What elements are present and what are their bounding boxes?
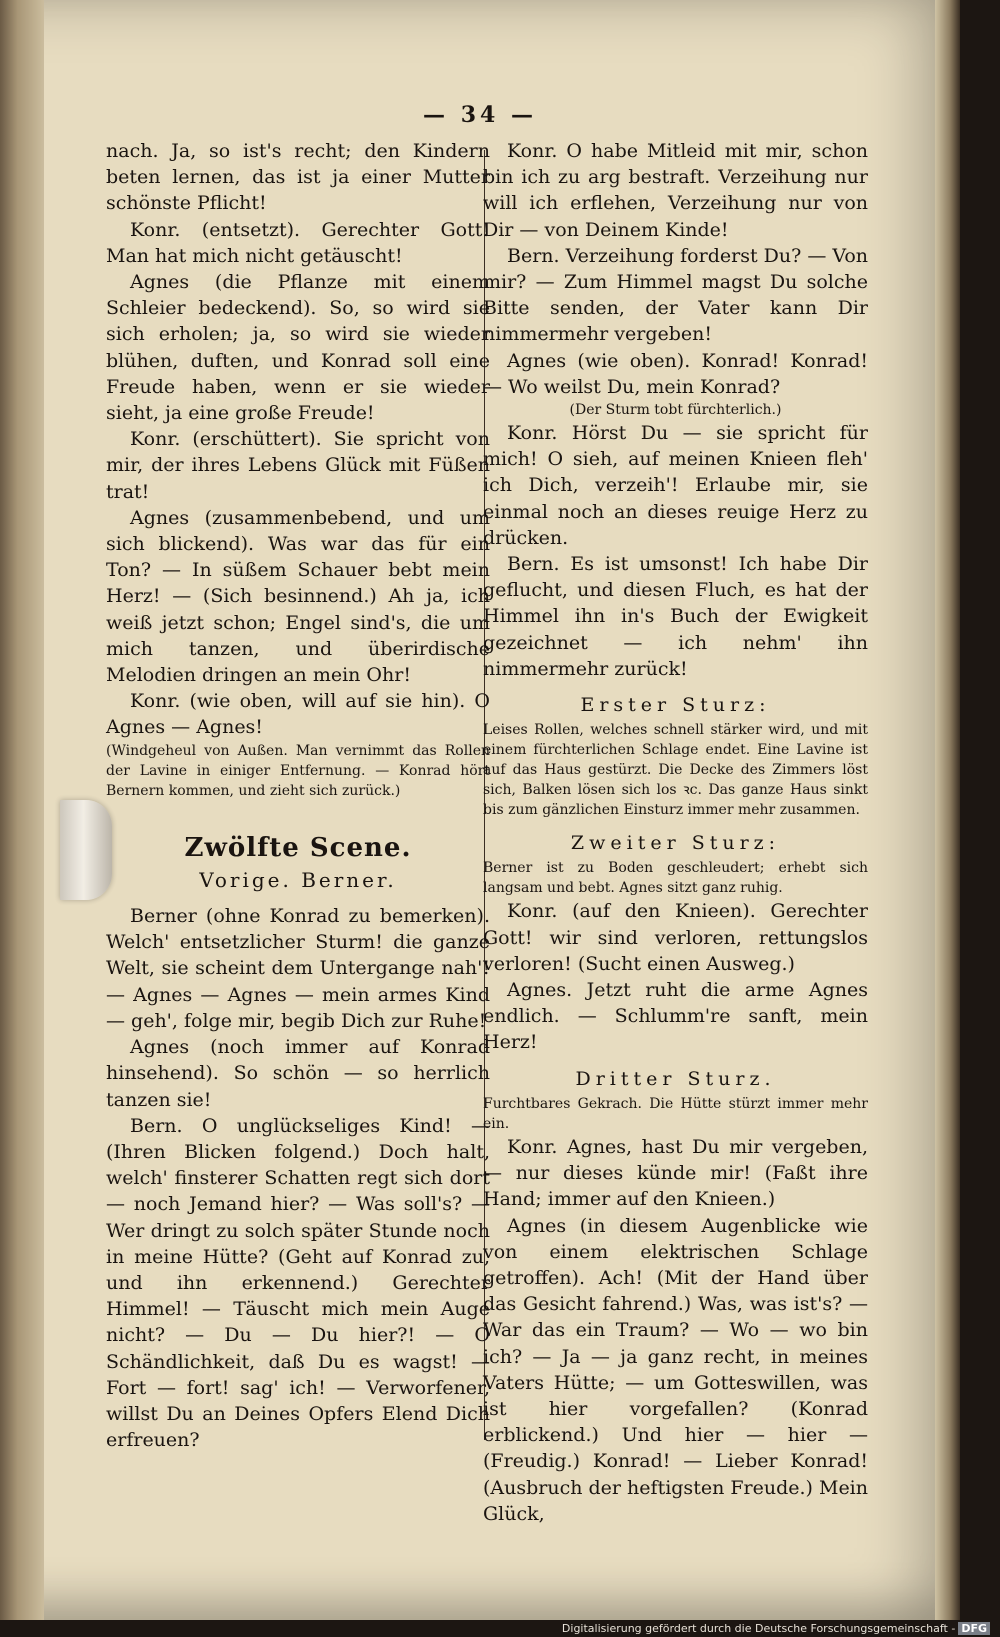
dialogue-paragraph: Konr. (wie oben, will auf sie hin). O Agnes — Agnes! [106,690,490,739]
page-number: — 34 — [423,102,537,128]
footer-credit [562,1622,990,1635]
dialogue-paragraph: Konr. Agnes, hast Du mir vergeben, — nur dieses künde mir! (Faßt ihre Hand; immer auf den Knieen.) [483,1135,868,1211]
dialogue-paragraph: Bern. O unglückseliges Kind! — (Ihren Blicken folgend.) Doch halt, welch' finsterer Schatten regt sich dort — noch Jemand hier? — Was soll's? — Wer dringt zu solch später Stunde noch in meine Hütte? (Geht auf Konrad zu, und ihn erkennend.) Gerechter Himmel! — Täuscht mich mein Auge nicht? — Du — Du hier?! — O Schändlichkeit, daß Du es wagst! — Fort — fort! sag' ich! — Verworfener, willst Du an Deines Opfers Elend Dich erfreuen? [106,1114,490,1452]
stage-heading: Dritter Sturz. [575,1067,776,1090]
dialogue-paragraph: Konr. Hörst Du — sie spricht für mich! O sieh, auf meinen Knieen fleh' ich Dich, verzeih'! Erlaube mir, sie einmal noch an dieses reuige Herz zu drücken. [483,422,868,549]
dialogue-paragraph: Berner (ohne Konrad zu bemerken). Welch' entsetzlicher Sturm! die ganze Welt, sie scheint dem Untergange nah'! — Agnes — Agnes — mein armes Kind — geh', folge mir, begib Dich zur Ruhe! [106,905,490,1032]
left-column-text-2 [106,903,490,1453]
footer-text: Digitalisierung gefördert durch die Deutsche Forschungsgemeinschaft - [561,1622,956,1635]
dialogue-paragraph: Konr. (auf den Knieen). Gerechter Gott! wir sind verloren, rettungslos verloren! (Sucht einen Ausweg.) [483,900,868,975]
dialogue-paragraph: Konr. O habe Mitleid mit mir, schon bin ich zu arg bestraft. Verzeihung nur will ich erflehen, Verzeihung nur von Dir — von Deinem Kinde! [483,140,868,241]
stage-direction: Berner ist zu Boden geschleudert; erhebt sich langsam und bebt. Agnes sitzt ganz ruhig. [483,860,868,897]
book-spine [0,0,44,1620]
dfg-logo: DFG [958,1622,990,1635]
left-column-text-1 [106,138,490,801]
stage-direction: (Der Sturm tobt fürchterlich.) [569,402,782,419]
dialogue-paragraph: nach. Ja, so ist's recht; den Kindern beten lernen, das ist ja einer Mutter schönste Pflicht! [106,140,490,215]
stage-direction: Furchtbares Gekrach. Die Hütte stürzt immer mehr ein. [483,1095,868,1132]
dialogue-paragraph: Agnes (in diesem Augenblicke wie von einem elektrischen Schlage getroffen). Ach! (Mit der Hand über das Gesicht fahrend.) Was, was ist's? — War das ein Traum? — Wo — wo bin ich? — Ja — ja ganz recht, in meines Vaters Hütte; — um Gotteswillen, was ist hier vorgefallen? (Konrad erblickend.) Und hier — hier — (Freudig.) Konrad! — Lieber Konrad! (Ausbruch der heftigsten Freude.) Mein Glück, [483,1214,869,1525]
dialogue-paragraph: Bern. Es ist umsonst! Ich habe Dir geflucht, und diesen Fluch, es hat der Himmel ihn in's Buch der Ewigkeit gezeichnet — ich nehm' ihn nimmermehr zurück! [483,553,868,680]
page-edge [935,0,960,1620]
dialogue-paragraph: Bern. Verzeihung forderst Du? — Von mir? — Zum Himmel magst Du solche Bitte senden, der Vater kann Dir nimmermehr vergeben! [483,244,869,346]
scene-persons: Vorige. Berner. [199,867,397,892]
right-column [483,138,868,1527]
dialogue-paragraph: Agnes (die Pflanze mit einem Schleier bedeckend). So, so wird sie sich erholen; ja, so wird sie wieder blühen, duften, und Konrad soll eine Freude haben, wenn er sie wieder sieht, ja eine große Freude! [106,271,490,425]
dialogue-paragraph: Konr. (entsetzt). Gerechter Gott! Man hat mich nicht getäuscht! [106,218,490,267]
scene-title: Zwölfte Scene. [184,832,412,863]
dialogue-paragraph: Konr. (erschüttert). Sie spricht von mir, der ihres Lebens Glück mit Füßen trat! [106,428,490,503]
dialogue-paragraph: Agnes (zusammenbebend, und um sich blickend). Was war das für ein Ton? — In süßem Schauer bebt mein Herz! — (Sich besinnend.) Ah ja, ich weiß jetzt schon; Engel sind's, die um mich tanzen, und überirdische Melodien dringen an mein Ohr! [106,506,490,687]
stage-heading: Erster Sturz: [580,694,771,717]
left-column [106,138,490,1453]
stage-direction: (Windgeheul von Außen. Man vernimmt das Rollen der Lavine in einiger Entfernung. — Konrad hört Bernern kommen, und zieht sich zurück.) [106,742,490,799]
paper-clip [60,800,112,900]
dialogue-paragraph: Agnes (wie oben). Konrad! Konrad! — Wo weilst Du, mein Konrad? [483,349,868,398]
stage-direction: Leises Rollen, welches schnell stärker wird, und mit einem fürchterlichen Schlage endet. Eine Lavine ist auf das Haus gestürzt. Die Decke des Zimmers löst sich, Balken lösen sich los ꝛc. Das ganze Haus sinkt bis zum gänzlichen Einsturz immer mehr zusammen. [483,722,868,819]
dialogue-paragraph: Agnes. Jetzt ruht die arme Agnes endlich. — Schlumm're sanft, mein Herz! [483,979,868,1054]
dialogue-paragraph: Agnes (noch immer auf Konrad hinsehend). So schön — so herrlich tanzen sie! [106,1036,490,1111]
stage-heading: Zweiter Sturz: [570,832,781,855]
right-column-text [483,138,868,1527]
